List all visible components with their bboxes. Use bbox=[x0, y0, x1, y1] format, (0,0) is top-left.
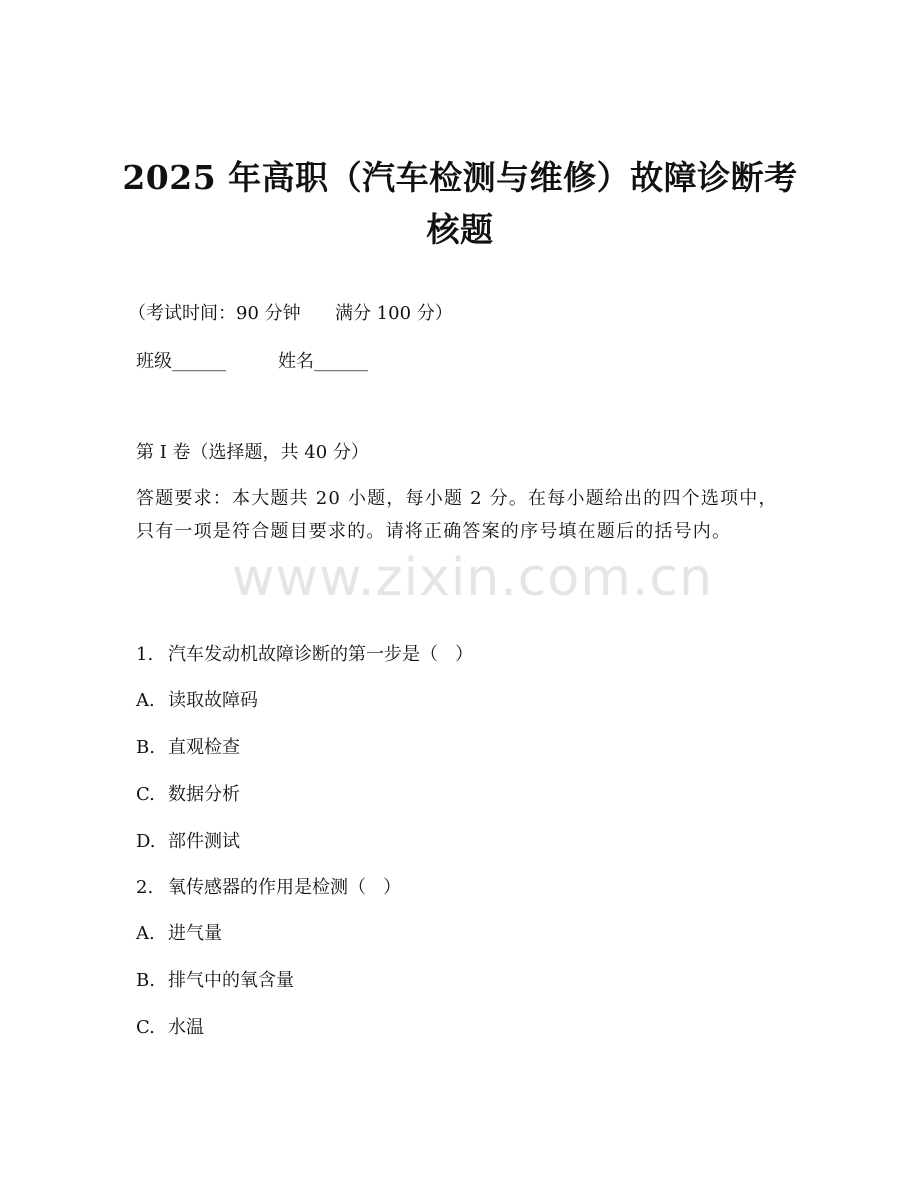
title-line-1: 2025 年高职（汽车检测与维修）故障诊断考 bbox=[122, 158, 798, 197]
option-2-c bbox=[136, 1016, 204, 1040]
option-text: 部件测试 bbox=[168, 831, 240, 852]
option-letter: A. bbox=[136, 690, 155, 711]
option-letter: C. bbox=[136, 784, 155, 805]
option-letter: B. bbox=[136, 737, 155, 758]
section-heading: 第 I 卷（选择题，共 40 分） bbox=[136, 442, 369, 463]
option-text: 数据分析 bbox=[168, 784, 240, 805]
question-text: 汽车发动机故障诊断的第一步是（ ） bbox=[168, 644, 474, 665]
section-instructions: 答题要求：本大题共 20 小题，每小题 2 分。在每小题给出的四个选项中，只有一项是符合题目要求的。请将正确答案的序号填在题后的括号内。 bbox=[136, 488, 778, 542]
option-text: 排气中的氧含量 bbox=[168, 970, 294, 991]
option-2-b bbox=[136, 969, 294, 993]
option-letter: C. bbox=[136, 1017, 155, 1038]
document-title bbox=[110, 152, 810, 256]
option-letter: B. bbox=[136, 970, 155, 991]
class-field: 班级______ bbox=[136, 351, 226, 372]
option-1-a bbox=[136, 689, 258, 713]
option-letter: A. bbox=[136, 923, 155, 944]
option-1-c bbox=[136, 783, 240, 807]
name-field: 姓名______ bbox=[278, 351, 368, 372]
question-number: 1. bbox=[136, 644, 154, 665]
question-1 bbox=[136, 643, 473, 667]
question-2 bbox=[136, 876, 401, 900]
question-number: 2. bbox=[136, 877, 154, 898]
title-line-2: 核题 bbox=[426, 210, 494, 249]
question-text: 氧传感器的作用是检测（ ） bbox=[168, 877, 402, 898]
option-text: 读取故障码 bbox=[168, 690, 258, 711]
student-fields bbox=[136, 350, 368, 374]
option-2-a bbox=[136, 922, 222, 946]
exam-info: （考试时间：90 分钟 满分 100 分） bbox=[128, 303, 453, 324]
watermark: www.zixin.com.cn bbox=[232, 548, 713, 608]
option-1-b bbox=[136, 736, 240, 760]
option-text: 进气量 bbox=[168, 923, 222, 944]
option-letter: D. bbox=[136, 831, 156, 852]
option-text: 直观检查 bbox=[168, 737, 240, 758]
option-1-d bbox=[136, 830, 240, 854]
option-text: 水温 bbox=[168, 1017, 204, 1038]
